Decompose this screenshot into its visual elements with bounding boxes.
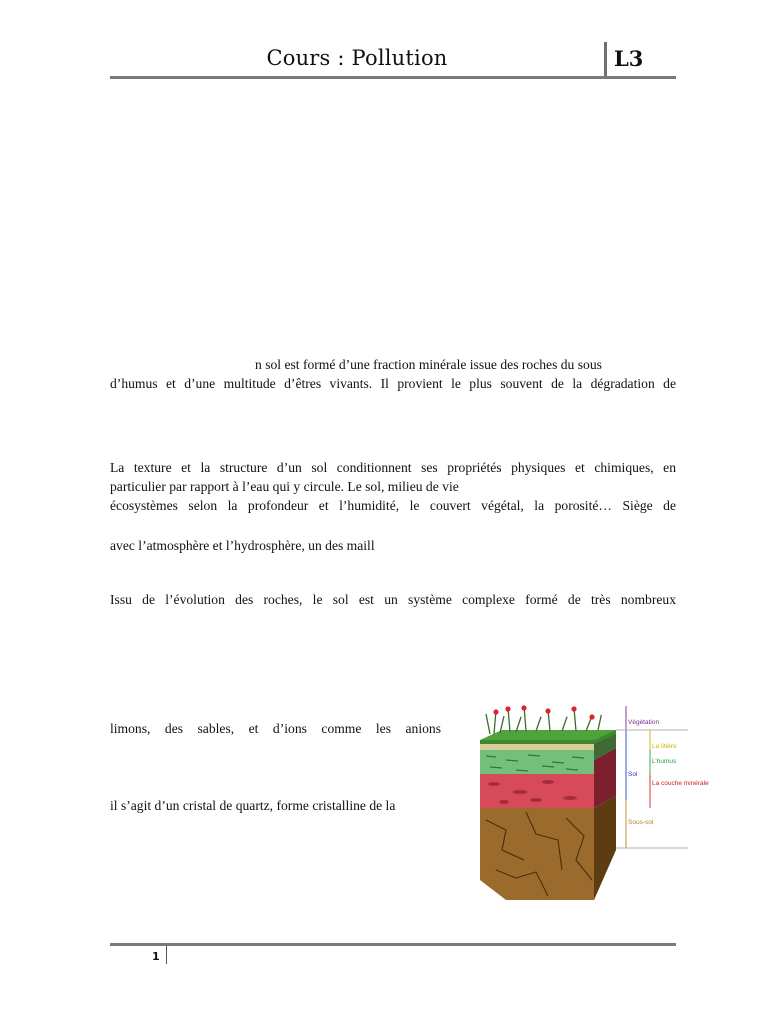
footer-separator [166,946,167,964]
course-title: Cours : Pollution [266,46,448,70]
vegetation-plants [486,705,604,734]
humus-label: L’humus [652,758,677,765]
mineral-layer-label: La couche minérale [652,780,709,787]
mineral-layer [480,774,594,808]
litter-label: La litière [652,743,677,750]
body-line: il s’agit d’un cristal de quartz, forme cristalline de la [110,798,396,813]
body-line: La texture et la structure d’un sol conditionnent ses propriétés physiques et chimiques, en [110,460,676,475]
subsoil-layer [480,808,594,900]
header-rule [110,76,676,79]
header-separator [604,42,607,78]
body-line: d’humus et d’une multitude d’êtres vivants. Il provient le plus souvent de la dégradation de [110,376,676,391]
soil-label: Sol [628,771,638,778]
course-level: L3 [614,46,644,71]
body-line: Issu de l’évolution des roches, le sol est un système complexe formé de très nombreux [110,592,676,607]
vegetation-label: Végétation [628,719,660,726]
body-line: avec l’atmosphère et l’hydrosphère, un des maill [110,538,375,553]
footer-rule [110,943,676,946]
page-number: 1 [152,950,160,963]
body-line: écosystèmes selon la profondeur et l’humidité, le couvert végétal, la porosité… Siège de [110,498,676,513]
subsoil-label: Sous-sol [628,819,654,826]
body-line: n sol est formé d’une fraction minérale issue des roches du sous [255,357,602,372]
body-line: particulier par rapport à l’eau qui y circule. Le sol, milieu de vie [110,479,459,494]
body-line: limons, des sables, et d’ions comme les anions [110,721,441,736]
subsoil-side [594,796,616,900]
soil-profile-figure [466,700,712,908]
